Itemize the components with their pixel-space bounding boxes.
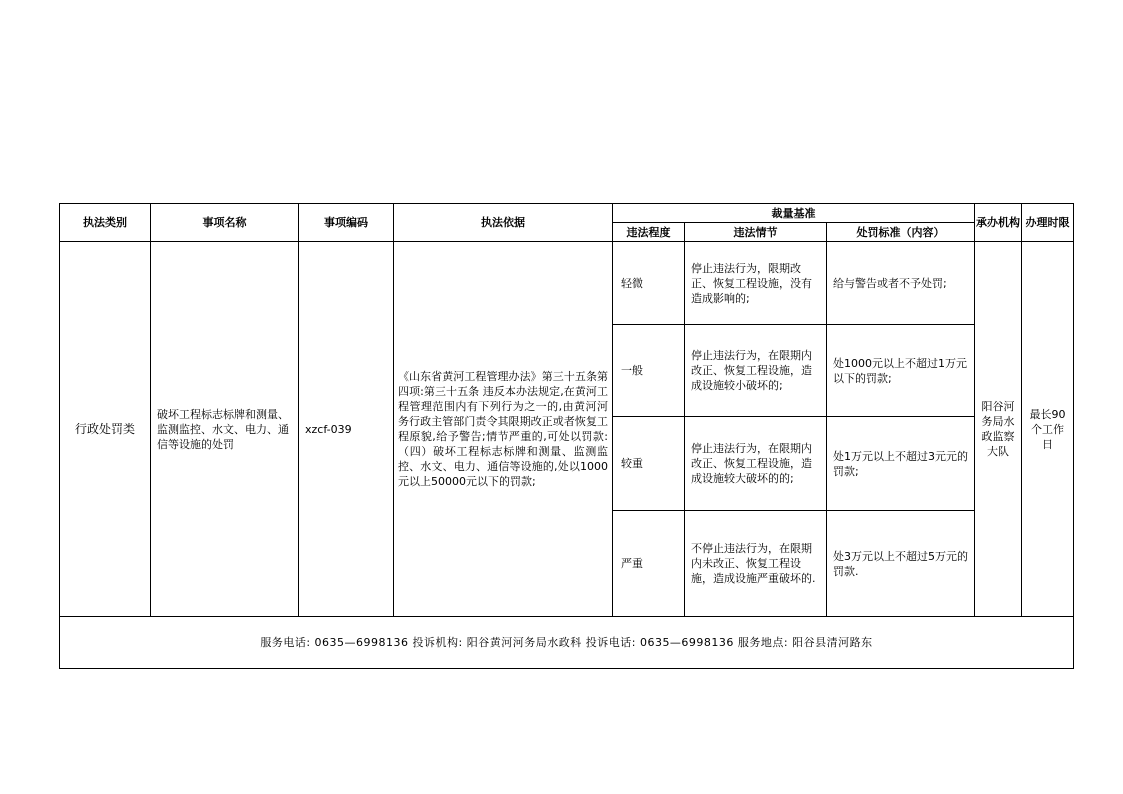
cell-category: 行政处罚类 bbox=[60, 242, 151, 617]
header-item-code: 事项编码 bbox=[299, 204, 394, 242]
cell-agency: 阳谷河务局水政监察大队 bbox=[975, 242, 1022, 617]
header-time-limit: 办理时限 bbox=[1022, 204, 1074, 242]
cell-penalty-2: 处1000元以上不超过1万元以下的罚款; bbox=[827, 325, 975, 417]
cell-penalty-3: 处1万元以上不超过3元元的罚款; bbox=[827, 417, 975, 511]
cell-circumstance-4: 不停止违法行为，在限期内未改正、恢复工程设施，造成设施严重破坏的. bbox=[685, 511, 827, 617]
cell-degree-1: 轻微 bbox=[613, 242, 685, 325]
cell-item-name: 破坏工程标志标牌和测量、监测监控、水文、电力、通信等设施的处罚 bbox=[151, 242, 299, 617]
cell-degree-2: 一般 bbox=[613, 325, 685, 417]
cell-degree-4: 严重 bbox=[613, 511, 685, 617]
cell-circumstance-3: 停止违法行为，在限期内改正、恢复工程设施，造成设施较大破坏的的; bbox=[685, 417, 827, 511]
table-row bbox=[60, 242, 1074, 325]
cell-time-limit: 最长90个工作日 bbox=[1022, 242, 1074, 617]
header-circumstance: 违法情节 bbox=[685, 223, 827, 242]
header-item-name: 事项名称 bbox=[151, 204, 299, 242]
cell-basis: 《山东省黄河工程管理办法》第三十五条第四项:第三十五条 违反本办法规定,在黄河工程管理范围内有下列行为之一的,由黄河河务行政主管部门责令其限期改正或者恢复工程原貌,给予警告;情节严重的,可处以罚款:（四）破坏工程标志标牌和测量、监测监控、水文、电力、通信等设施的,处以1000元以上50000元以下的罚款; bbox=[394, 242, 613, 617]
service-info-footer: 服务电话: 0635—6998136 投诉机构: 阳谷黄河河务局水政科 投诉电话: 0635—6998136 服务地点: 阳谷县清河路东 bbox=[60, 617, 1074, 669]
enforcement-standard-table bbox=[59, 203, 1074, 669]
cell-degree-3: 较重 bbox=[613, 417, 685, 511]
cell-penalty-4: 处3万元以上不超过5万元的罚款. bbox=[827, 511, 975, 617]
cell-circumstance-1: 停止违法行为，限期改正、恢复工程设施，没有造成影响的; bbox=[685, 242, 827, 325]
cell-circumstance-2: 停止违法行为，在限期内改正、恢复工程设施，造成设施较小破坏的; bbox=[685, 325, 827, 417]
header-agency: 承办机构 bbox=[975, 204, 1022, 242]
cell-item-code: xzcf-039 bbox=[299, 242, 394, 617]
cell-penalty-1: 给与警告或者不予处罚; bbox=[827, 242, 975, 325]
header-category: 执法类别 bbox=[60, 204, 151, 242]
header-penalty: 处罚标准（内容） bbox=[827, 223, 975, 242]
header-degree: 违法程度 bbox=[613, 223, 685, 242]
header-discretion: 裁量基准 bbox=[613, 204, 975, 223]
header-basis: 执法依据 bbox=[394, 204, 613, 242]
